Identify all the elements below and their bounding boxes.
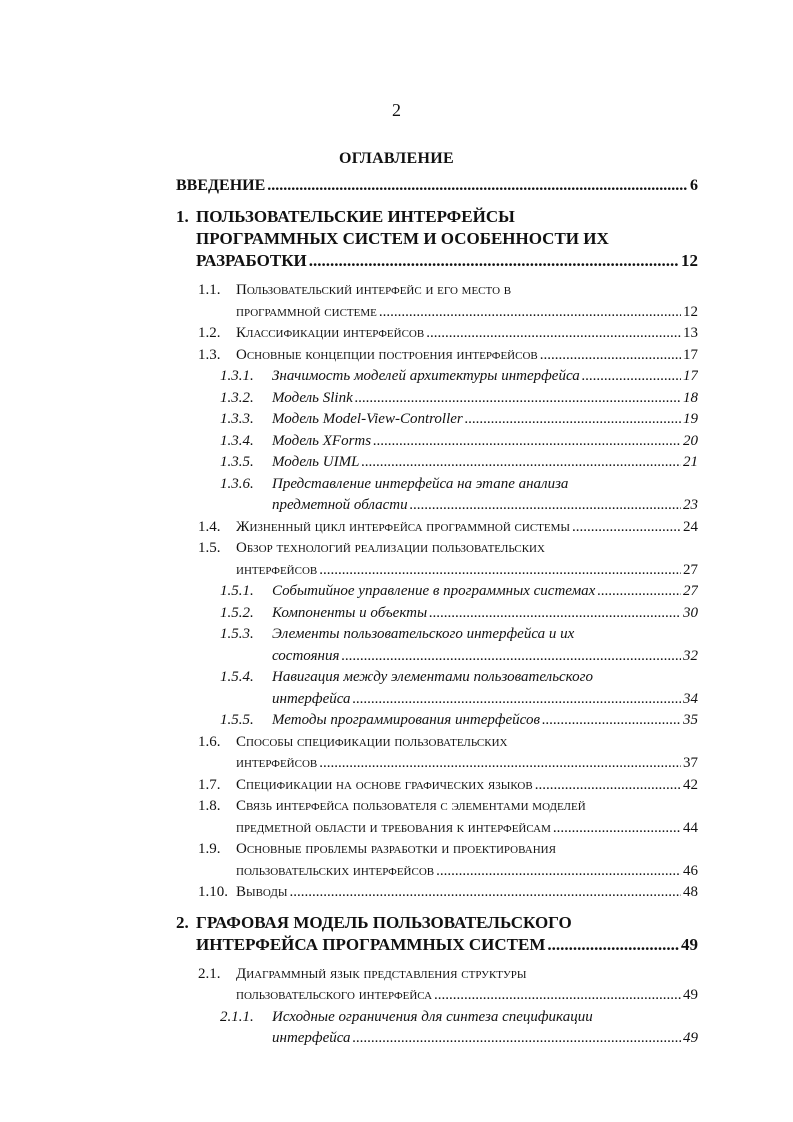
toc-subsection-page: 34 xyxy=(683,690,698,707)
toc-subsection-number: 1.3.3. xyxy=(220,411,254,427)
toc-subsection-1-5-5[interactable] xyxy=(176,710,698,732)
toc-section-title: Выводы xyxy=(236,884,288,900)
toc-subsection-1-5-2[interactable] xyxy=(176,603,698,625)
toc-chapter-title-cont: ПРОГРАММНЫХ СИСТЕМ И ОСОБЕННОСТИ ИХ xyxy=(196,229,609,248)
toc-subsection-number: 1.5.5. xyxy=(220,712,254,728)
toc-section-title: Жизненный цикл интерфейса программной системы xyxy=(236,518,570,535)
dot-leader xyxy=(429,603,681,625)
toc-chapter-title-end: ИНТЕРФЕЙСА ПРОГРАММНЫХ СИСТЕМ xyxy=(196,934,546,954)
toc-subsection-title: Модель Slink xyxy=(272,389,353,406)
toc-section-number: 1.2. xyxy=(198,325,221,341)
toc-subsection-page: 30 xyxy=(683,604,698,621)
toc-chapter-title-end: РАЗРАБОТКИ xyxy=(196,251,307,270)
toc-subsection-page: 18 xyxy=(683,389,698,406)
toc-chapter-2[interactable] xyxy=(176,912,698,956)
toc-subsection-title: Модель Model-View-Controller xyxy=(272,411,463,427)
dot-leader xyxy=(361,452,681,474)
toc-subsection-title: Элементы пользовательского интерфейса и их xyxy=(272,626,575,642)
dot-leader xyxy=(319,753,681,775)
toc-subsection-number: 1.5.3. xyxy=(220,626,254,642)
toc-subsection-page: 19 xyxy=(683,411,698,427)
toc-chapter-number: 2. xyxy=(176,912,189,932)
toc-chapter-number: 1. xyxy=(176,207,189,226)
toc-chapter-page: 12 xyxy=(681,251,698,270)
page-number: 2 xyxy=(392,100,401,120)
toc-section-number: 1.1. xyxy=(198,282,221,298)
toc-section-page: 48 xyxy=(683,884,698,900)
toc-section-title: Обзор технологий реализации пользовательских xyxy=(236,540,545,556)
toc-entry-page: 6 xyxy=(690,177,698,194)
toc-subsection-title-cont: интерфейса xyxy=(272,690,351,707)
toc-subsection-number: 1.5.2. xyxy=(220,604,254,621)
dot-leader xyxy=(373,431,681,453)
toc-section-title-cont: пользовательского интерфейса xyxy=(236,987,433,1003)
toc-chapter-page: 49 xyxy=(681,934,698,954)
toc-subsection-title: Исходные ограничения для синтеза спецификации xyxy=(272,1008,593,1025)
toc-subsection-1-5-1[interactable] xyxy=(176,581,698,603)
toc-section-title: Классификации интерфейсов xyxy=(236,325,425,341)
toc-chapter-title: ГРАФОВАЯ МОДЕЛЬ ПОЛЬЗОВАТЕЛЬСКОГО xyxy=(196,912,572,932)
toc-subsection-number: 1.5.4. xyxy=(220,669,254,685)
toc-section-1-1[interactable] xyxy=(176,280,698,323)
dot-leader xyxy=(289,882,681,904)
dot-leader xyxy=(553,818,681,840)
toc-subsection-title: Представление интерфейса на этапе анализа xyxy=(272,475,569,492)
toc-subsection-page: 27 xyxy=(683,583,698,599)
dot-leader xyxy=(410,495,681,517)
toc-section-page: 24 xyxy=(683,518,698,535)
toc-chapter-1[interactable] xyxy=(176,206,698,272)
table-of-contents xyxy=(176,176,698,1050)
toc-entry-title: ВВЕДЕНИЕ xyxy=(176,177,266,194)
toc-subsection-1-3-4[interactable] xyxy=(176,431,698,453)
toc-chapter-title: ПОЛЬЗОВАТЕЛЬСКИЕ ИНТЕРФЕЙСЫ xyxy=(196,207,515,226)
toc-section-1-3[interactable] xyxy=(176,345,698,367)
dot-leader xyxy=(582,366,681,388)
toc-subsection-page: 20 xyxy=(683,432,698,449)
toc-subsection-title: Модель XForms xyxy=(272,432,372,449)
toc-subsection-1-3-6[interactable] xyxy=(176,474,698,517)
toc-section-title: Связь интерфейса пользователя с элементами моделей xyxy=(236,798,586,814)
dot-leader xyxy=(353,1028,681,1050)
toc-subsection-number: 1.3.5. xyxy=(220,454,254,470)
toc-section-title: Спецификации на основе графических языков xyxy=(236,776,533,793)
toc-subsection-number: 1.3.2. xyxy=(220,389,254,406)
dot-leader xyxy=(436,861,681,883)
toc-subsection-title: Событийное управление в программных системах xyxy=(272,583,596,599)
dot-leader xyxy=(540,345,681,367)
dot-leader xyxy=(309,250,679,272)
toc-section-1-8[interactable] xyxy=(176,796,698,839)
dot-leader xyxy=(379,302,681,324)
dot-leader xyxy=(267,176,688,196)
toc-subsection-title-cont: предметной области xyxy=(272,497,408,513)
toc-section-number: 1.3. xyxy=(198,346,221,363)
toc-section-number: 1.7. xyxy=(198,776,221,793)
toc-section-title: Основные концепции построения интерфейсов xyxy=(236,346,538,363)
toc-section-1-2[interactable] xyxy=(176,323,698,345)
toc-subsection-number: 1.3.6. xyxy=(220,475,254,492)
toc-section-title-cont: пользовательских интерфейсов xyxy=(236,862,435,879)
toc-subsection-page: 35 xyxy=(683,712,698,728)
toc-entry-introduction[interactable] xyxy=(176,176,698,196)
toc-section-title: Способы спецификации пользовательских xyxy=(236,733,508,750)
toc-section-page: 46 xyxy=(683,862,698,879)
toc-section-page: 12 xyxy=(683,303,698,320)
toc-subsection-number: 1.5.1. xyxy=(220,583,254,599)
dot-leader xyxy=(355,388,681,410)
toc-section-1-10[interactable] xyxy=(176,882,698,904)
toc-section-page: 42 xyxy=(683,776,698,793)
dot-leader xyxy=(319,560,681,582)
dot-leader xyxy=(542,710,681,732)
dot-leader xyxy=(597,581,681,603)
toc-subsection-1-3-5[interactable] xyxy=(176,452,698,474)
toc-section-1-7[interactable] xyxy=(176,775,698,797)
toc-subsection-1-5-4[interactable] xyxy=(176,667,698,710)
toc-section-page: 17 xyxy=(683,346,698,363)
toc-section-page: 13 xyxy=(683,325,698,341)
dot-leader xyxy=(341,646,681,668)
toc-subsection-2-1-1[interactable] xyxy=(176,1007,698,1050)
toc-section-page: 37 xyxy=(683,755,698,771)
dot-leader xyxy=(572,517,681,539)
toc-section-number: 1.9. xyxy=(198,841,221,857)
dot-leader xyxy=(426,323,681,345)
toc-section-number: 1.5. xyxy=(198,540,221,556)
toc-section-1-5[interactable] xyxy=(176,538,698,581)
toc-subsection-number: 1.3.4. xyxy=(220,432,254,449)
toc-subsection-1-5-3[interactable] xyxy=(176,624,698,667)
dot-leader xyxy=(465,409,681,431)
toc-subsection-title: Значимость моделей архитектуры интерфейса xyxy=(272,368,580,384)
toc-subsection-page: 23 xyxy=(683,497,698,513)
toc-subsection-number: 1.3.1. xyxy=(220,368,254,384)
dot-leader xyxy=(353,689,681,711)
toc-subsection-number: 2.1.1. xyxy=(220,1008,254,1025)
toc-subsection-page: 21 xyxy=(683,454,698,470)
toc-subsection-title-cont: состояния xyxy=(272,647,340,664)
dot-leader xyxy=(535,775,681,797)
toc-section-title-cont: предметной области и требования к интерфейсам xyxy=(236,819,551,836)
toc-section-1-4[interactable] xyxy=(176,517,698,539)
toc-section-title: Диаграммный язык представления структуры xyxy=(236,965,527,982)
toc-subsection-title: Навигация между элементами пользовательского xyxy=(272,669,593,685)
toc-section-title-cont: интерфейсов xyxy=(236,561,318,578)
toc-section-page: 44 xyxy=(683,819,698,836)
toc-section-number: 2.1. xyxy=(198,965,221,982)
toc-section-title-cont: программной системе xyxy=(236,303,377,320)
toc-title: ОГЛАВЛЕНИЕ xyxy=(339,150,454,167)
toc-section-2-1[interactable] xyxy=(176,964,698,1007)
toc-section-1-9[interactable] xyxy=(176,839,698,882)
toc-subsection-title: Компоненты и объекты xyxy=(272,604,428,621)
toc-subsection-1-3-1[interactable] xyxy=(176,366,698,388)
toc-subsection-title: Модель UIML xyxy=(272,454,360,470)
toc-section-title: Основные проблемы разработки и проектирования xyxy=(236,841,556,857)
toc-subsection-1-3-2[interactable] xyxy=(176,388,698,410)
dot-leader xyxy=(547,934,679,956)
toc-subsection-page: 17 xyxy=(683,368,698,384)
toc-section-1-6[interactable] xyxy=(176,732,698,775)
toc-section-number: 1.10. xyxy=(198,884,228,900)
toc-subsection-1-3-3[interactable] xyxy=(176,409,698,431)
toc-section-title-cont: интерфейсов xyxy=(236,755,318,771)
toc-subsection-title-cont: интерфейса xyxy=(272,1030,351,1046)
dot-leader xyxy=(434,985,681,1007)
toc-subsection-page: 49 xyxy=(683,1030,698,1046)
toc-section-page: 27 xyxy=(683,561,698,578)
toc-subsection-title: Методы программирования интерфейсов xyxy=(272,712,540,728)
toc-section-page: 49 xyxy=(683,987,698,1003)
toc-section-number: 1.8. xyxy=(198,798,221,814)
toc-section-title: Пользовательский интерфейс и его место в xyxy=(236,282,512,298)
toc-section-number: 1.6. xyxy=(198,733,221,750)
toc-subsection-page: 32 xyxy=(683,647,698,664)
toc-section-number: 1.4. xyxy=(198,518,221,535)
